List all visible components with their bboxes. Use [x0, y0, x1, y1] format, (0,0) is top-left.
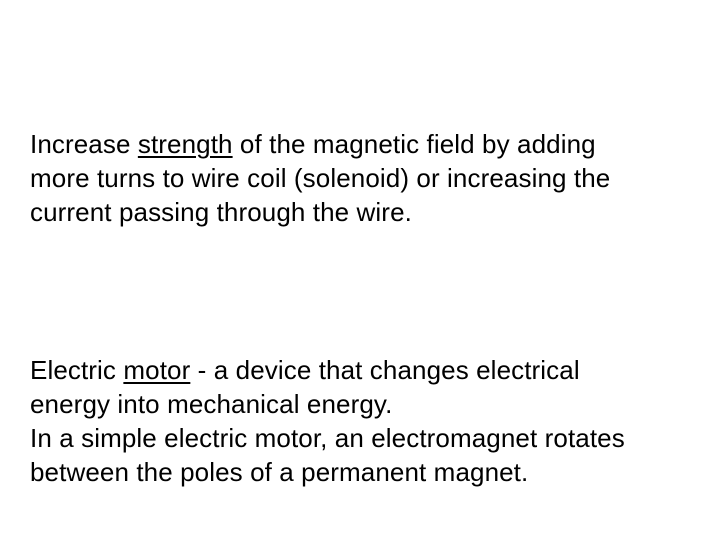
text-fragment: - a device that changes electrical — [190, 355, 580, 385]
paragraph-electric-motor — [30, 353, 714, 489]
text-line: current passing through the wire. — [30, 197, 412, 227]
text-line: energy into mechanical energy. — [30, 389, 393, 419]
text-line: more turns to wire coil (solenoid) or increasing the — [30, 163, 611, 193]
underlined-term-strength: strength — [137, 129, 233, 159]
text-line — [30, 353, 714, 387]
text-line: between the poles of a permanent magnet. — [30, 457, 529, 487]
text-line: In a simple electric motor, an electromagnet rotates — [30, 423, 625, 453]
paragraph-magnetic-field-strength — [30, 127, 714, 229]
text-fragment: Increase — [30, 129, 138, 159]
text-line — [30, 127, 714, 161]
underlined-term-motor: motor — [123, 355, 191, 385]
text-fragment: Electric — [30, 355, 124, 385]
text-fragment: of the magnetic field by adding — [232, 129, 596, 159]
